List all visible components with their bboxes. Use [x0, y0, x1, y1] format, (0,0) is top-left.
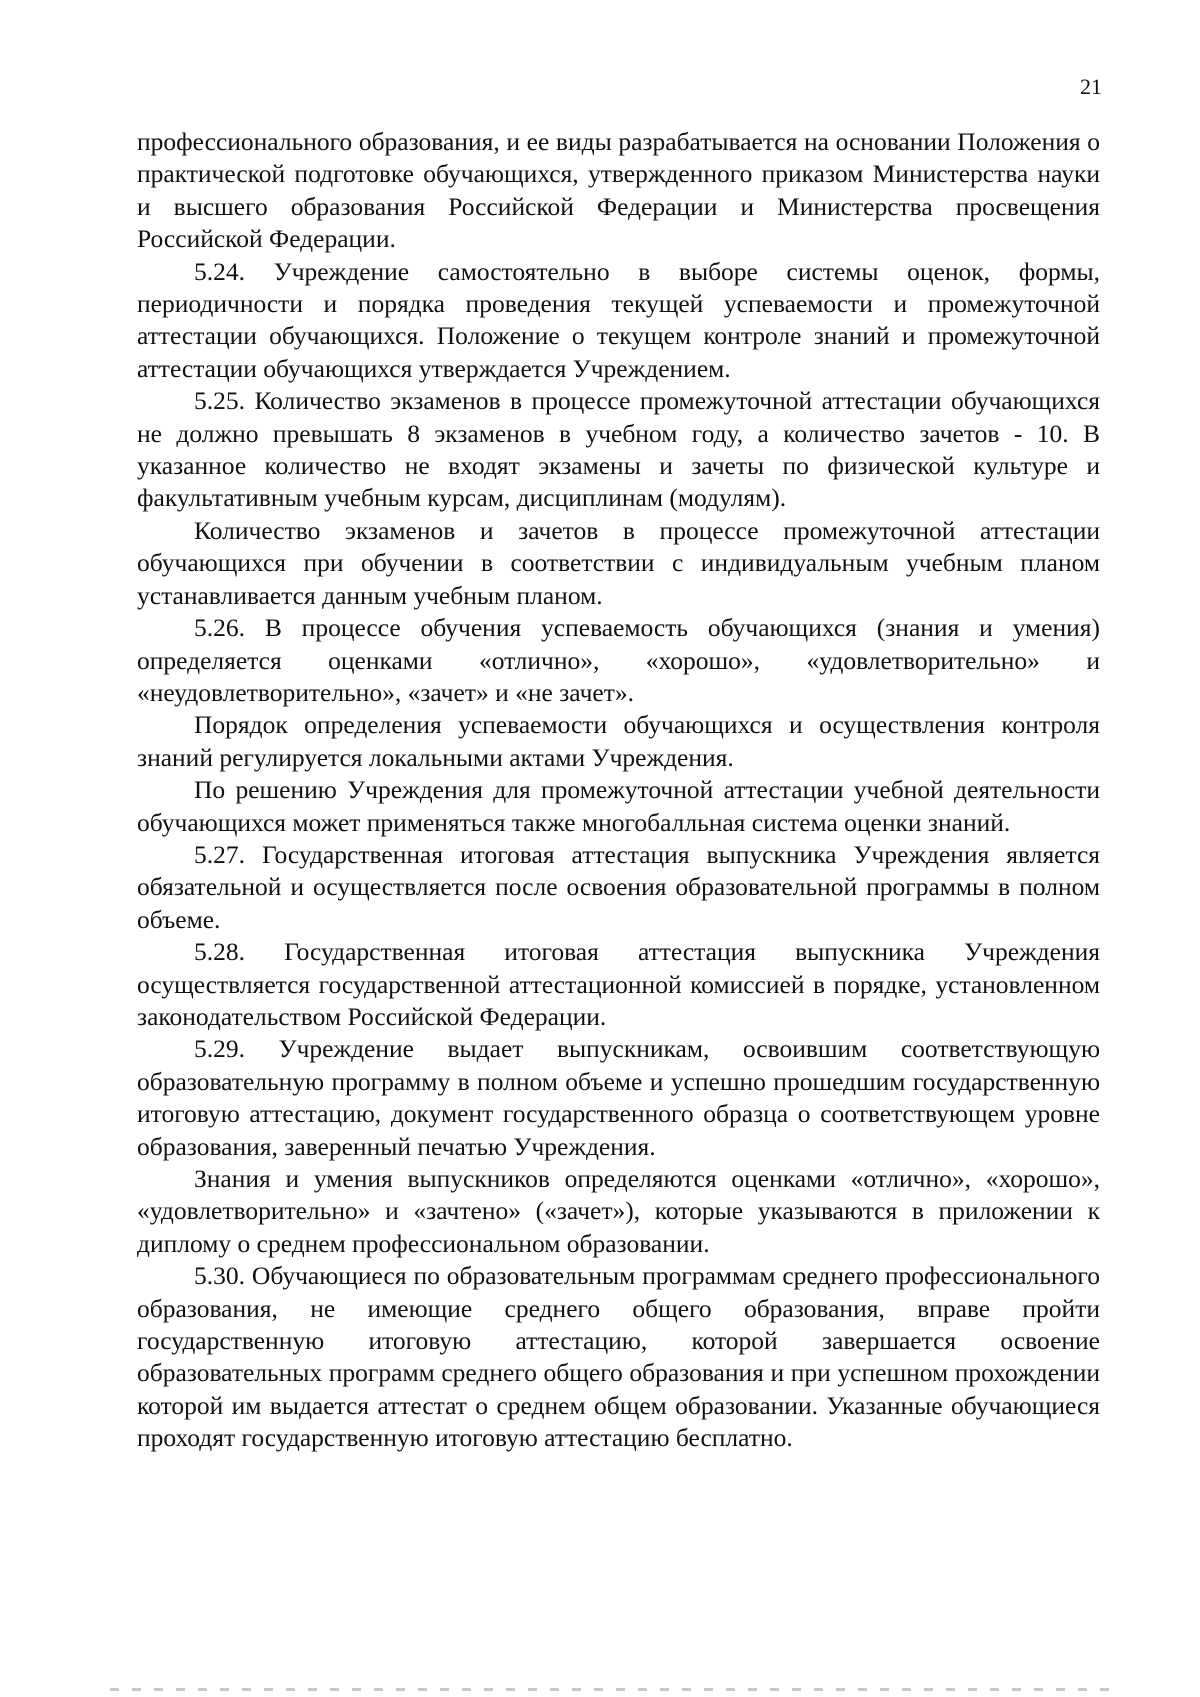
scan-edge-artifact — [110, 1688, 1110, 1691]
paragraph-graduate-grades: Знания и умения выпускников определяются оценками «отлично», «хорошо», «удовлетворительно» и «зачтено» («зачет»), которые указываются в приложении к диплому о среднем профессиональном образовании. — [137, 1164, 1100, 1258]
paragraph-5-27: 5.27. Государственная итоговая аттестация выпускника Учреждения является обязательной и осуществляется после освоения образовательной программы в полном объеме. — [137, 839, 1100, 934]
paragraph-multipoint-system: По решению Учреждения для промежуточной аттестации учебной деятельности обучающихся может применяться также многобалльная система оценки знаний. — [137, 775, 1100, 837]
page-number: 21 — [1080, 74, 1102, 99]
paragraph-5-29: 5.29. Учреждение выдает выпускникам, освоившим соответствующую образовательную программу в полном объеме и успешно прошедшим государственную итоговую аттестацию, документ государственного образца о соответствующем уровне образования, заверенный печатью Учреждения. — [137, 1034, 1100, 1161]
paragraph-5-25: 5.25. Количество экзаменов в процессе промежуточной аттестации обучающихся не должно превышать 8 экзаменов в учебном году, а количество зачетов - 10. В указанное количество не входят экзамены и зачеты по физической культуре и факультативным учебным курсам, дисциплинам (модулям). — [137, 386, 1100, 513]
document-body — [137, 126, 1100, 1455]
paragraph-5-26: 5.26. В процессе обучения успеваемость обучающихся (знания и умения) определяется оценками «отлично», «хорошо», «удовлетворительно» и «неудовлетворительно», «зачет» и «не зачет». — [137, 613, 1100, 707]
paragraph-control-order: Порядок определения успеваемости обучающихся и осуществления контроля знаний регулируется локальными актами Учреждения. — [137, 710, 1100, 772]
paragraph-exams-individual-plan: Количество экзаменов и зачетов в процессе промежуточной аттестации обучающихся при обучении в соответствии с индивидуальным учебным планом устанавливается данным учебным планом. — [137, 515, 1100, 610]
paragraph-continuation: профессионального образования, и ее виды разрабатывается на основании Положения о практической подготовке обучающихся, утвержденного приказом Министерства науки и высшего образования Российской Федерации и Министерства просвещения Российской Федерации. — [137, 127, 1100, 254]
paragraph-5-28: 5.28. Государственная итоговая аттестация выпускника Учреждения осуществляется государственной аттестационной комиссией в порядке, установленном законодательством Российской Федерации. — [137, 937, 1100, 1031]
paragraph-5-24: 5.24. Учреждение самостоятельно в выборе системы оценок, формы, периодичности и порядка проведения текущей успеваемости и промежуточной аттестации обучающихся. Положение о текущем контроле знаний и промежуточной аттестации обучающихся утверждается Учреждением. — [137, 256, 1100, 383]
paragraph-5-30: 5.30. Обучающиеся по образовательным программам среднего профессионального образования, не имеющие среднего общего образования, вправе пройти государственную итоговую аттестацию, которой завершается освоение образовательных программ среднего общего образования и при успешном прохождении которой им выдается аттестат о среднем общем образовании. Указанные обучающиеся проходят государственную итоговую аттестацию бесплатно. — [137, 1261, 1100, 1453]
